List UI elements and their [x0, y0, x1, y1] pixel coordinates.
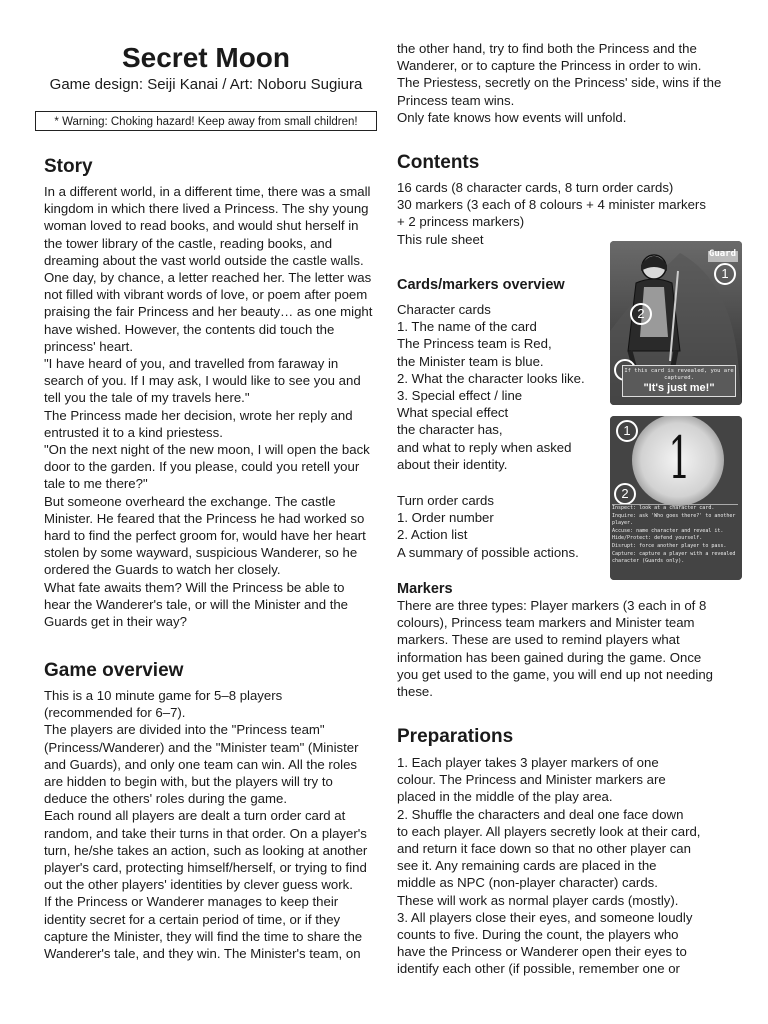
text-line: Wanderer, or to capture the Princess in order to win.	[397, 58, 702, 74]
text-line: hear the Wanderer's tale, or will the Minister and the	[44, 596, 349, 612]
text-line: But someone overheard the exchange. The castle	[44, 493, 336, 509]
text-line: Only fate knows how events will unfold.	[397, 109, 627, 125]
text-line: This rule sheet	[397, 231, 484, 247]
text-line: 2. What the character looks like.	[397, 370, 585, 386]
text-line: The Princess team is Red,	[397, 336, 552, 352]
text-line: 3. All players close their eyes, and someone loudly	[397, 909, 693, 925]
text-line: "I have heard of you, and travelled from faraway in	[44, 356, 339, 372]
text-line: 2. Action list	[397, 527, 468, 543]
text-line: identify each other (if possible, remember one or	[397, 961, 680, 977]
text-line: In a different world, in a different time, there was a small	[44, 184, 371, 199]
text-line: random, and take their turns in that order. On a player's	[44, 825, 367, 841]
text-line: search of you. If I may ask, I would like to see you and	[44, 373, 361, 389]
text-line: stolen by some wayward, suspicious Wanderer, so he	[44, 545, 358, 561]
text-line: Princess team wins.	[397, 92, 515, 108]
turn-card-marker-2: 2	[614, 483, 636, 505]
text-line: hard to find the perfect groom for, would have her heart	[44, 528, 366, 544]
overview-continued-text	[397, 40, 721, 126]
guard-card-marker-1: 1	[714, 263, 736, 285]
text-line: Wanderer's tale, and they win. The Minister's team, on	[44, 946, 361, 962]
page-title: Secret Moon	[121, 42, 291, 73]
text-line: What special effect	[397, 405, 509, 421]
guard-character-card	[610, 241, 742, 405]
text-line: woman loved to read books, and would shut herself in	[44, 218, 359, 234]
text-line: 1. The name of the card	[397, 319, 537, 335]
text-line: colour. The Princess and Minister markers are	[397, 772, 666, 788]
story-heading: Story	[44, 156, 93, 177]
text-line: Disrupt: force another player to pass.	[612, 542, 727, 549]
text-line: The Priestess, secretly on the Princess' side, wins if the	[397, 75, 722, 91]
text-line: have the Princess or Wanderer open their eyes to	[397, 944, 687, 960]
game-overview-text	[44, 687, 367, 962]
text-line: praising the fair Princess and her beauty… as one might	[44, 304, 373, 320]
contents-heading: Contents	[397, 152, 480, 173]
text-line: the Minister team is blue.	[397, 353, 544, 369]
text-line: Capture: capture a player with a revealed	[612, 550, 736, 557]
markers-text	[397, 597, 713, 700]
turn-card-action-list	[612, 504, 738, 566]
text-line: the tower library of the castle, reading books, and	[44, 235, 333, 251]
text-line: and Guards), and only one team can win. All the roles	[44, 756, 358, 772]
text-line: Character cards	[397, 302, 491, 317]
text-line: player's card, protecting himself/herself, or trying to find	[44, 860, 367, 876]
text-line: tale to me there?"	[44, 476, 148, 492]
text-line: and return it face down so that no other player can	[397, 841, 691, 857]
text-line: turn, he/she takes an action, such as looking at another	[44, 842, 368, 858]
text-line: These will work as normal player cards (mostly).	[397, 892, 679, 908]
text-line: princess' heart.	[44, 338, 134, 354]
story-text	[44, 183, 372, 630]
text-line: entrusted it to a kind priestess.	[44, 424, 223, 440]
text-line: Each round all players are dealt a turn order card at	[44, 808, 346, 824]
game-overview-heading: Game overview	[44, 660, 184, 681]
text-line: This is a 10 minute game for 5–8 players	[44, 688, 283, 703]
text-line: placed in the middle of the play area.	[397, 789, 613, 805]
text-line: kingdom in which there lived a Princess. The shy young	[44, 201, 369, 217]
text-line: door to the garden. If you please, could you retell your	[44, 459, 360, 475]
text-line: the character has,	[397, 422, 503, 438]
contents-text	[397, 179, 706, 248]
text-line: If the Princess or Wanderer manages to keep their	[44, 894, 339, 910]
text-line: There are three types: Player markers (3 each in of 8	[397, 598, 707, 613]
markers-heading: Markers	[397, 581, 453, 597]
text-line: character (Guards only).	[612, 558, 685, 565]
text-line: information has been gained during the game. Once	[397, 649, 702, 665]
text-line: dreaming about the vast world outside the castle walls.	[44, 252, 364, 268]
text-line: (recommended for 6–7).	[44, 705, 186, 721]
text-line: "On the next night of the new moon, I will open the back	[44, 442, 370, 458]
text-line: are hidden to begin with, but the players will try to	[44, 774, 333, 790]
text-line: these.	[397, 684, 433, 700]
text-line: Accuse: name character and reveal it.	[612, 527, 724, 534]
guard-card-marker-2: 2	[630, 303, 652, 325]
text-line: capture the Minister, they will find the time to share the	[44, 928, 363, 944]
text-line: have wished. However, the contents did touch the	[44, 321, 335, 337]
turn-card-marker-1: 1	[616, 420, 638, 442]
guard-card-effect: If this card is revealed, you are captured.	[624, 368, 734, 381]
text-line: Hide/Protect: defend yourself.	[612, 535, 703, 542]
text-line: see it. Any remaining cards are placed in the	[397, 858, 657, 874]
text-line: Minister. He feared that the Princess he had worked so	[44, 510, 365, 526]
text-line: about their identity.	[397, 456, 508, 472]
guard-card-line: "It's just me!"	[643, 382, 715, 394]
preparations-text	[397, 754, 700, 978]
text-line: to each player. All players secretly look at their card,	[397, 823, 701, 839]
text-line: colours), Princess team markers and Minister team	[397, 615, 695, 631]
text-line: 1. Order number	[397, 510, 494, 526]
text-line: 3. Special effect / line	[397, 388, 523, 404]
text-line: deduce the others' roles during the game.	[44, 791, 287, 807]
text-line: The players are divided into the "Princess team"	[44, 722, 325, 738]
text-line: ordered the Guards to watch her closely.	[44, 562, 281, 578]
text-line: middle as NPC (non-player character) cards.	[397, 875, 658, 891]
text-line: Guards get in their way?	[44, 614, 187, 630]
cards-overview-heading: Cards/markers overview	[397, 277, 565, 293]
text-line: 30 markers (3 each of 8 colours + 4 minister markers	[397, 197, 706, 213]
text-line: The Princess made her decision, wrote her reply and	[44, 407, 353, 423]
credits-line: Game design: Seiji Kanai / Art: Noboru Sugiura	[49, 76, 363, 93]
text-line: A summary of possible actions.	[397, 544, 579, 560]
warning-box: * Warning: Choking hazard! Keep away from small children!	[35, 111, 377, 131]
text-line: Inspect: look at a character card.	[612, 505, 715, 511]
text-line: identity secret for a certain period of time, or if they	[44, 911, 341, 927]
text-line: + 2 princess markers)	[397, 214, 525, 230]
text-line: out the other players' identities by clever guess work.	[44, 877, 353, 893]
text-line: markers. These are used to remind players what	[397, 632, 680, 648]
text-line: (Princess/Wanderer) and the "Minister team" (Minister	[44, 739, 359, 755]
text-line: Turn order cards	[397, 493, 494, 508]
text-line: One day, by chance, a letter reached her. The letter was	[44, 270, 372, 286]
turn-order-card	[610, 416, 742, 580]
text-line: you get used to the game, you will end up not needing	[397, 666, 713, 682]
turn-order-cards-text	[397, 492, 579, 561]
text-line: the other hand, try to find both the Princess and the	[397, 41, 697, 56]
text-line: counts to five. During the count, the players who	[397, 927, 679, 943]
text-line: not filled with vibrant words of love, or poem after poem	[44, 287, 368, 303]
guard-card-effect-box	[622, 365, 736, 397]
text-line: 2. Shuffle the characters and deal one face down	[397, 806, 684, 822]
turn-card-number: 1	[668, 424, 691, 492]
text-line: Inquire: ask 'Who goes there?' to another player.	[612, 512, 736, 527]
guard-card-name: Guard	[708, 249, 736, 259]
preparations-heading: Preparations	[397, 726, 514, 747]
text-line: 1. Each player takes 3 player markers of one	[397, 755, 659, 770]
character-cards-text	[397, 301, 585, 473]
text-line: What fate awaits them? Will the Princess be able to	[44, 579, 345, 595]
text-line: tell you the tale of my travels here."	[44, 390, 250, 406]
text-line: 16 cards (8 character cards, 8 turn order cards)	[397, 180, 674, 195]
text-line: and what to reply when asked	[397, 439, 572, 455]
